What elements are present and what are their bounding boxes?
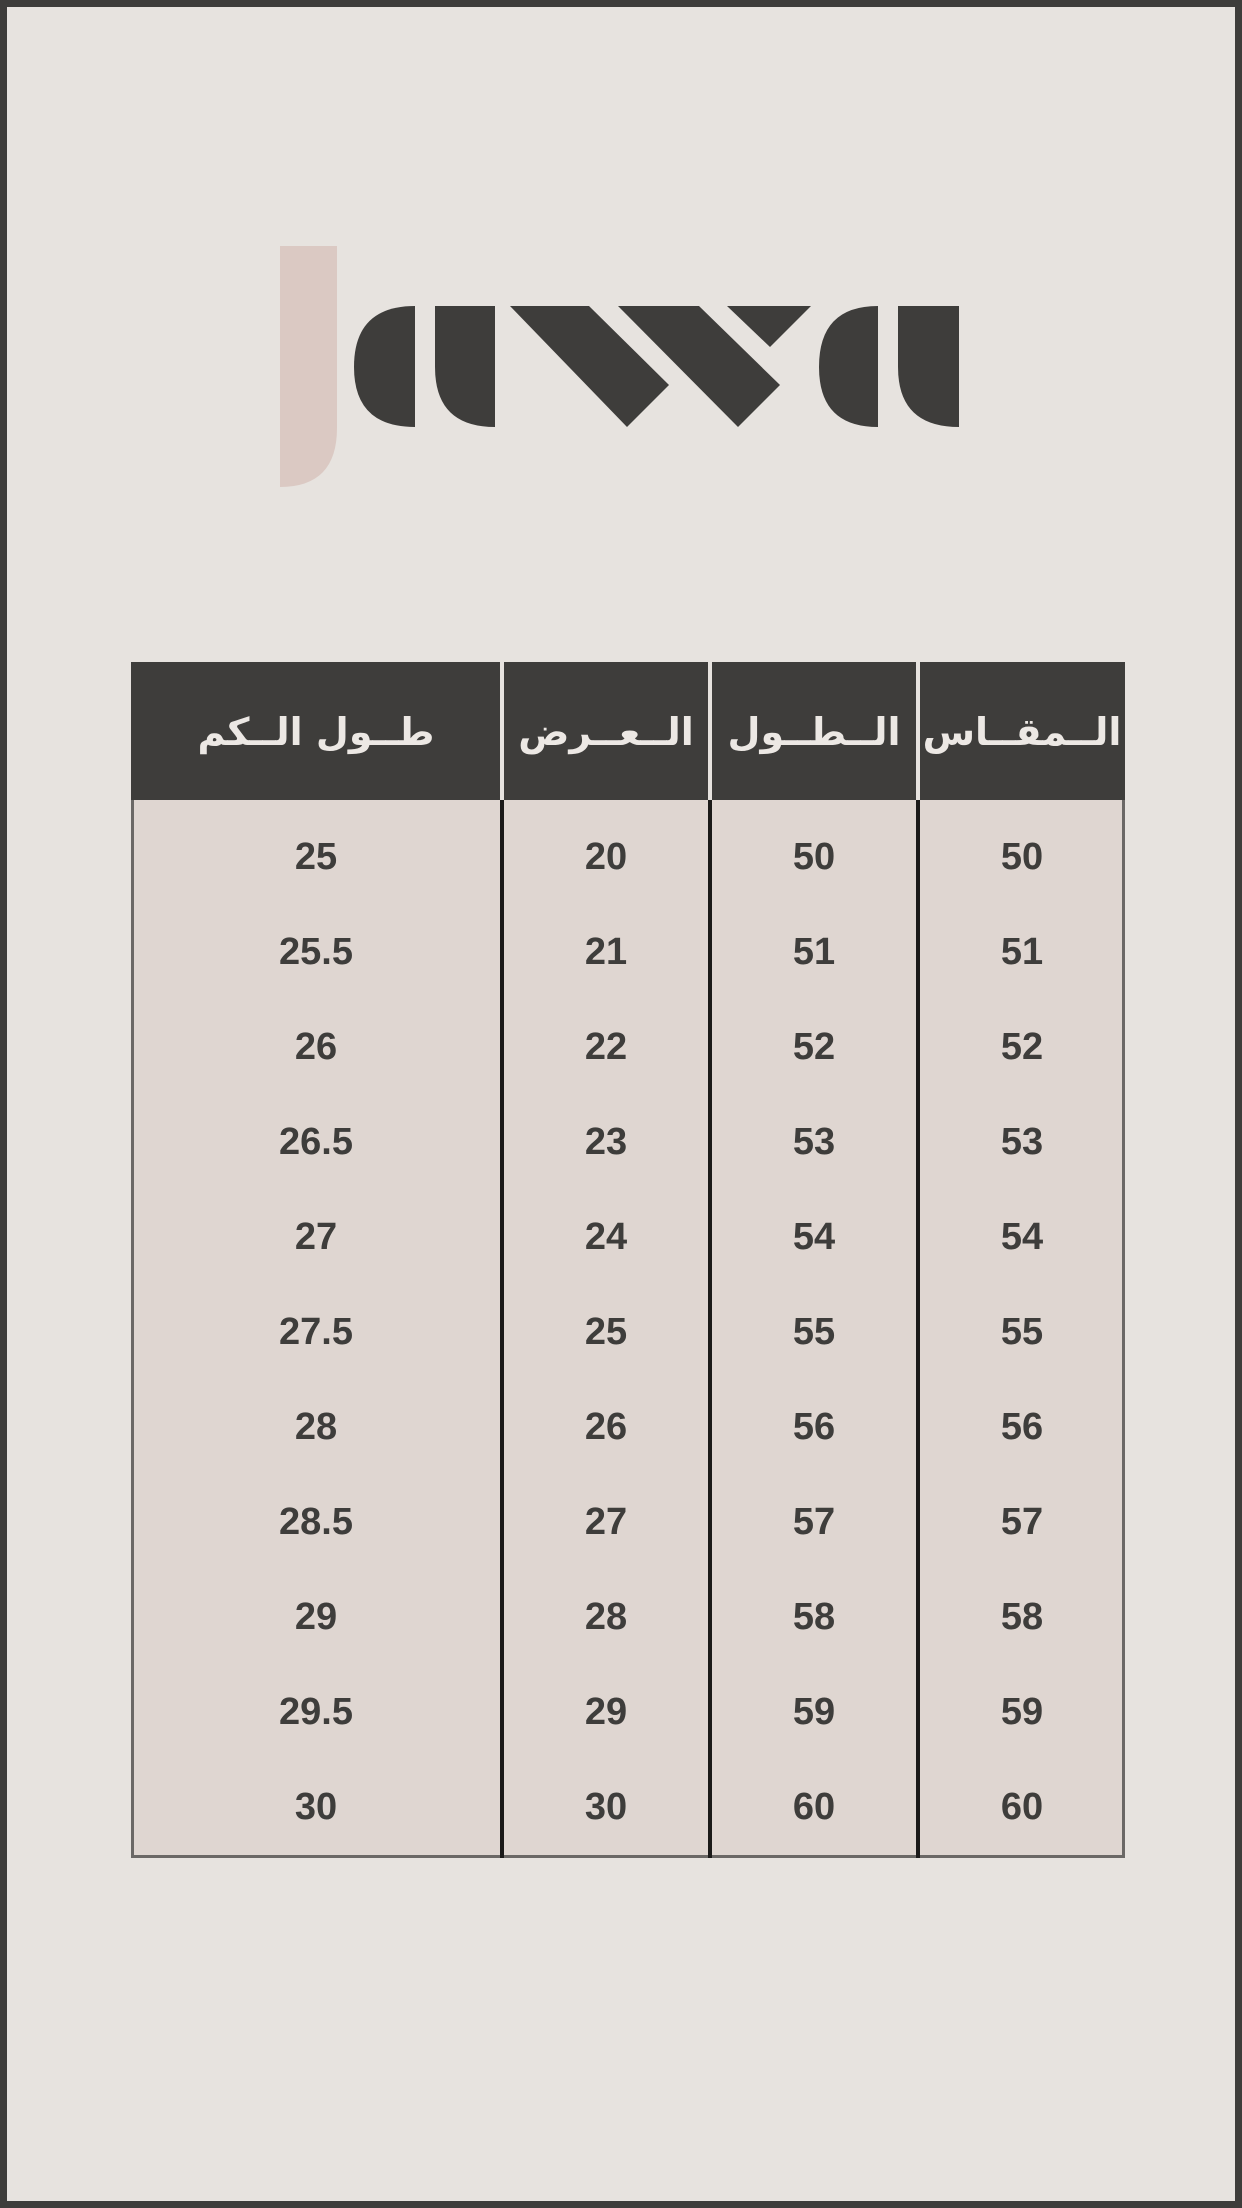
table-cell: 27.5: [279, 1310, 353, 1353]
table-cell: 25: [294, 835, 338, 878]
table-cell: 29.5: [279, 1690, 353, 1733]
table-cell: 52: [1000, 1025, 1044, 1068]
table-cell: 55: [792, 1310, 836, 1353]
size-chart-table: [131, 662, 1125, 1858]
table-header-row: [131, 662, 1125, 802]
table-cell: 22: [584, 1025, 628, 1068]
table-cell: 59: [1000, 1690, 1044, 1733]
table-cell: 24: [584, 1215, 628, 1258]
table-cell: 27: [294, 1215, 338, 1258]
table-cell: 25.5: [279, 930, 353, 973]
header-width: الــعــرض: [518, 710, 694, 754]
table-cell: 58: [1000, 1595, 1044, 1638]
table-cell: 29: [584, 1690, 628, 1733]
jawa-logo: [277, 243, 967, 493]
table-cell: 54: [1000, 1215, 1044, 1258]
table-cell: 53: [1000, 1120, 1044, 1163]
table-cell: 57: [792, 1500, 836, 1543]
table-cell: 60: [1000, 1785, 1044, 1828]
header-divider: [500, 662, 504, 802]
table-cell: 60: [792, 1785, 836, 1828]
table-cell: 50: [1000, 835, 1044, 878]
header-divider: [916, 662, 920, 802]
table-cell: 20: [584, 835, 628, 878]
table-cell: 57: [1000, 1500, 1044, 1543]
header-sleeve-length: طــول الــكم: [197, 710, 435, 754]
table-cell: 55: [1000, 1310, 1044, 1353]
table-cell: 59: [792, 1690, 836, 1733]
table-cell: 30: [294, 1785, 338, 1828]
table-cell: 58: [792, 1595, 836, 1638]
header-divider: [708, 662, 712, 802]
table-cell: 28: [584, 1595, 628, 1638]
table-cell: 26: [294, 1025, 338, 1068]
table-cell: 52: [792, 1025, 836, 1068]
table-cell: 56: [792, 1405, 836, 1448]
table-cell: 54: [792, 1215, 836, 1258]
table-cell: 50: [792, 835, 836, 878]
header-length: الــطــول: [727, 710, 901, 754]
table-cell: 26.5: [279, 1120, 353, 1163]
table-cell: 21: [584, 930, 628, 973]
header-size: الــمقــاس: [922, 710, 1122, 754]
table-cell: 53: [792, 1120, 836, 1163]
table-cell: 25: [584, 1310, 628, 1353]
table-cell: 28: [294, 1405, 338, 1448]
table-cell: 26: [584, 1405, 628, 1448]
table-cell: 27: [584, 1500, 628, 1543]
table-cell: 29: [294, 1595, 338, 1638]
table-cell: 23: [584, 1120, 628, 1163]
table-cell: 30: [584, 1785, 628, 1828]
table-cell: 51: [792, 930, 836, 973]
table-cell: 28.5: [279, 1500, 353, 1543]
table-cell: 51: [1000, 930, 1044, 973]
table-cell: 56: [1000, 1405, 1044, 1448]
